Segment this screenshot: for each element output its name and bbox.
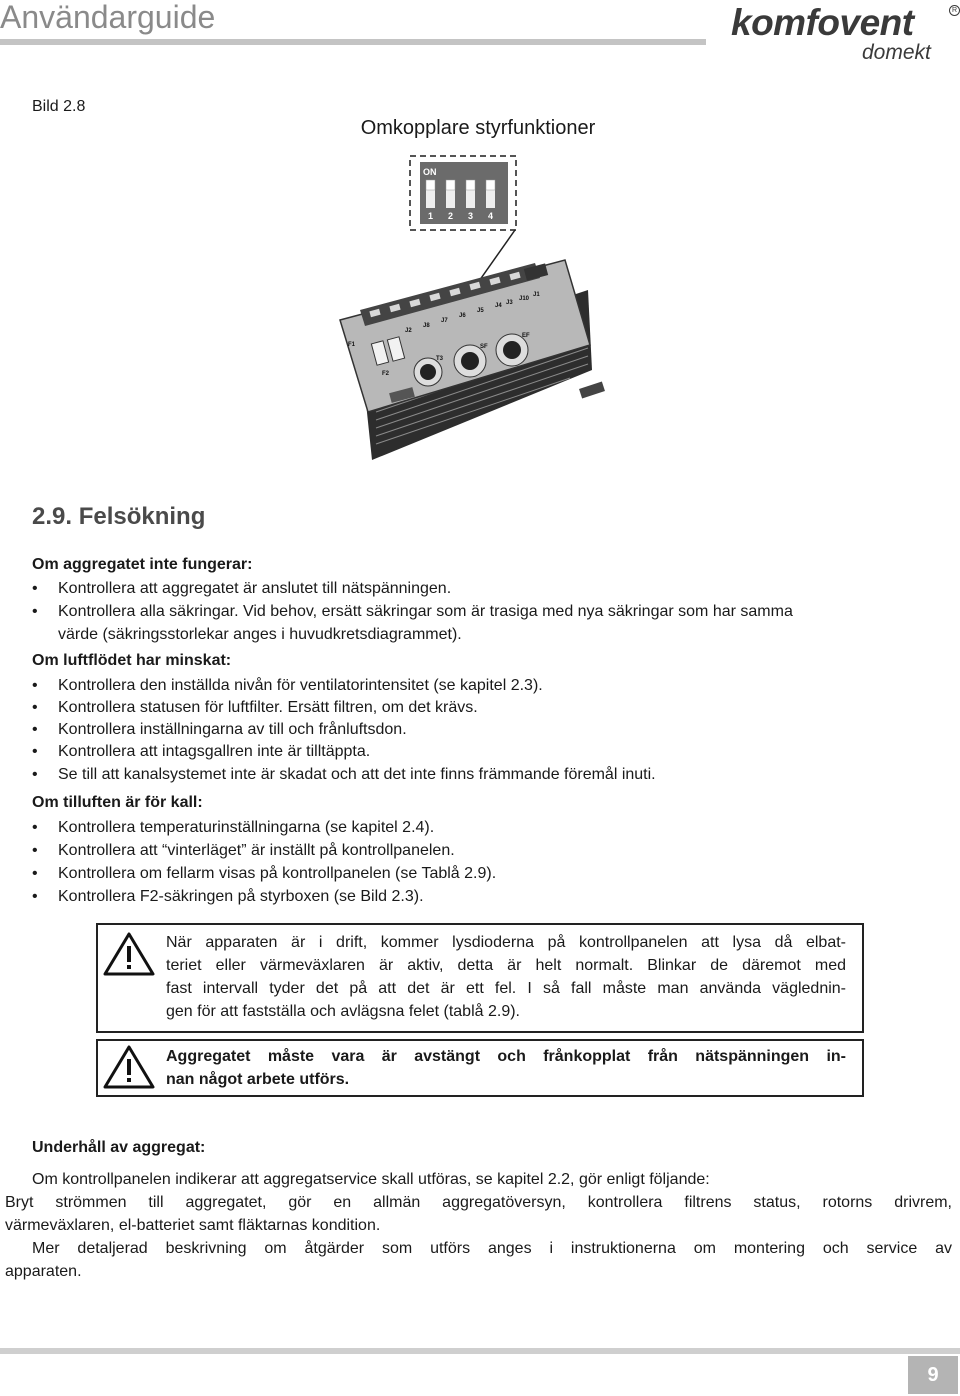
board-label-t3: T3 — [436, 356, 444, 362]
dip-number-1: 1 — [428, 211, 434, 221]
header-rule — [0, 39, 706, 45]
board-label-sf: SF — [480, 344, 488, 350]
registered-mark: R — [949, 5, 960, 16]
list-item: Kontrollera statusen för luftfilter. Ersätt filtren, om det krävs. — [58, 699, 478, 716]
warning-line: När apparaten är i drift, kommer lysdioderna på kontrollpanelen att lysa då elbat- — [166, 934, 846, 951]
dip-number-2: 2 — [448, 211, 454, 221]
page-number: 9 — [908, 1356, 958, 1394]
board-label-j10: J10 — [519, 296, 530, 302]
list-item: Kontrollera temperaturinställningarna (se kapitel 2.4). — [58, 819, 435, 836]
list-item: Kontrollera alla säkringar. Vid behov, ersätt säkringar som är trasiga med nya säkringar som har samma — [58, 603, 793, 620]
warning-triangle-icon — [102, 1044, 156, 1090]
list-item: Kontrollera inställningarna av till och frånluftsdon. — [58, 721, 407, 738]
warning-line: fast intervall tyder det på att det är ett fel. I så fall måste man använda väglednin- — [166, 980, 846, 997]
bullet: • — [32, 888, 38, 905]
list-item: Kontrollera den inställda nivån för ventilatorintensitet (se kapitel 2.3). — [58, 677, 543, 694]
board-label-f1: F1 — [348, 342, 356, 348]
dip-number-4: 4 — [488, 211, 494, 221]
bullet: • — [32, 865, 38, 882]
control-board-illustration — [320, 150, 620, 470]
bullet: • — [32, 743, 38, 760]
brand-logo: komfovent — [731, 2, 914, 43]
dip-on-label: ON — [423, 167, 437, 177]
group-heading-not-working: Om aggregatet inte fungerar: — [32, 556, 253, 573]
board-label-j1: J1 — [533, 292, 540, 298]
bullet: • — [32, 819, 38, 836]
maintenance-line: värmeväxlaren, el-batteriet samt fläktarnas kondition. — [5, 1217, 381, 1234]
board-label-f2: F2 — [382, 371, 390, 377]
bullet: • — [32, 721, 38, 738]
warning-text — [166, 1045, 846, 1091]
list-item: Kontrollera om fellarm visas på kontrollpanelen (se Tablå 2.9). — [58, 865, 497, 882]
board-label-j7: J7 — [441, 318, 448, 324]
warning-box-power-off — [96, 1039, 864, 1097]
bullet: • — [32, 677, 38, 694]
list-item-continuation: värde (säkringsstorlekar anges i huvudkretsdiagrammet). — [58, 626, 462, 643]
board-label-j6: J6 — [459, 313, 466, 319]
board-label-j8: J8 — [423, 323, 430, 329]
warning-line: Aggregatet måste vara är avstängt och frånkopplat från nätspänningen in- — [166, 1048, 846, 1065]
board-label-j2: J2 — [405, 328, 412, 334]
list-item: Kontrollera att aggregatet är anslutet till nätspänningen. — [58, 580, 452, 597]
board-label-j4: J4 — [495, 303, 502, 309]
board-label-ef: EF — [522, 333, 530, 339]
board-label-j5: J5 — [477, 308, 484, 314]
dip-number-3: 3 — [468, 211, 474, 221]
warning-line: gen för att fastställa och avlägsna felet (tablå 2.9). — [166, 1003, 520, 1020]
group-heading-cold-supply: Om tilluften är för kall: — [32, 794, 203, 811]
warning-box-operation — [96, 923, 864, 1033]
knob-t3 — [420, 364, 436, 380]
page-header-title: Användarguide — [0, 0, 216, 35]
brand-sublogo: domekt — [862, 41, 931, 64]
bullet: • — [32, 603, 38, 620]
group-heading-airflow: Om luftflödet har minskat: — [32, 652, 232, 669]
maintenance-line: Bryt strömmen till aggregatet, gör en allmän aggregatöversyn, kontrollera filtrens status, rotorns drivrem, — [5, 1194, 952, 1211]
list-item: Kontrollera F2-säkringen på styrboxen (se Bild 2.3). — [58, 888, 424, 905]
mounting-tab-right — [579, 382, 605, 399]
warning-line: teriet eller värmeväxlaren är aktiv, detta är helt normalt. Blinkar de däremot med — [166, 957, 846, 974]
warning-line: nan något arbete utförs. — [166, 1071, 350, 1088]
warning-text — [166, 931, 846, 1023]
list-item: Kontrollera att “vinterläget” är inställt på kontrollpanelen. — [58, 842, 455, 859]
figure-title: Omkopplare styrfunktioner — [360, 117, 596, 139]
maintenance-line: apparaten. — [5, 1263, 82, 1280]
section-title: 2.9. Felsökning — [32, 503, 206, 530]
bullet: • — [32, 766, 38, 783]
warning-triangle-icon — [102, 931, 156, 977]
footer-rule — [0, 1348, 960, 1354]
bullet: • — [32, 699, 38, 716]
maintenance-line: Om kontrollpanelen indikerar att aggregatservice skall utföras, se kapitel 2.2, gör enligt följande: — [32, 1171, 710, 1188]
maintenance-heading: Underhåll av aggregat: — [32, 1139, 206, 1156]
knob-ef — [503, 341, 521, 359]
maintenance-line: Mer detaljerad beskrivning om åtgärder som utförs anges i instruktionerna om montering och service av — [32, 1240, 952, 1257]
knob-sf — [461, 352, 479, 370]
bullet: • — [32, 842, 38, 859]
figure-label: Bild 2.8 — [32, 98, 86, 115]
board-label-j3: J3 — [506, 300, 513, 306]
bullet: • — [32, 580, 38, 597]
list-item: Kontrollera att intagsgallren inte är tilltäppta. — [58, 743, 371, 760]
list-item: Se till att kanalsystemet inte är skadat och att det inte finns främmande föremål inuti. — [58, 766, 656, 783]
